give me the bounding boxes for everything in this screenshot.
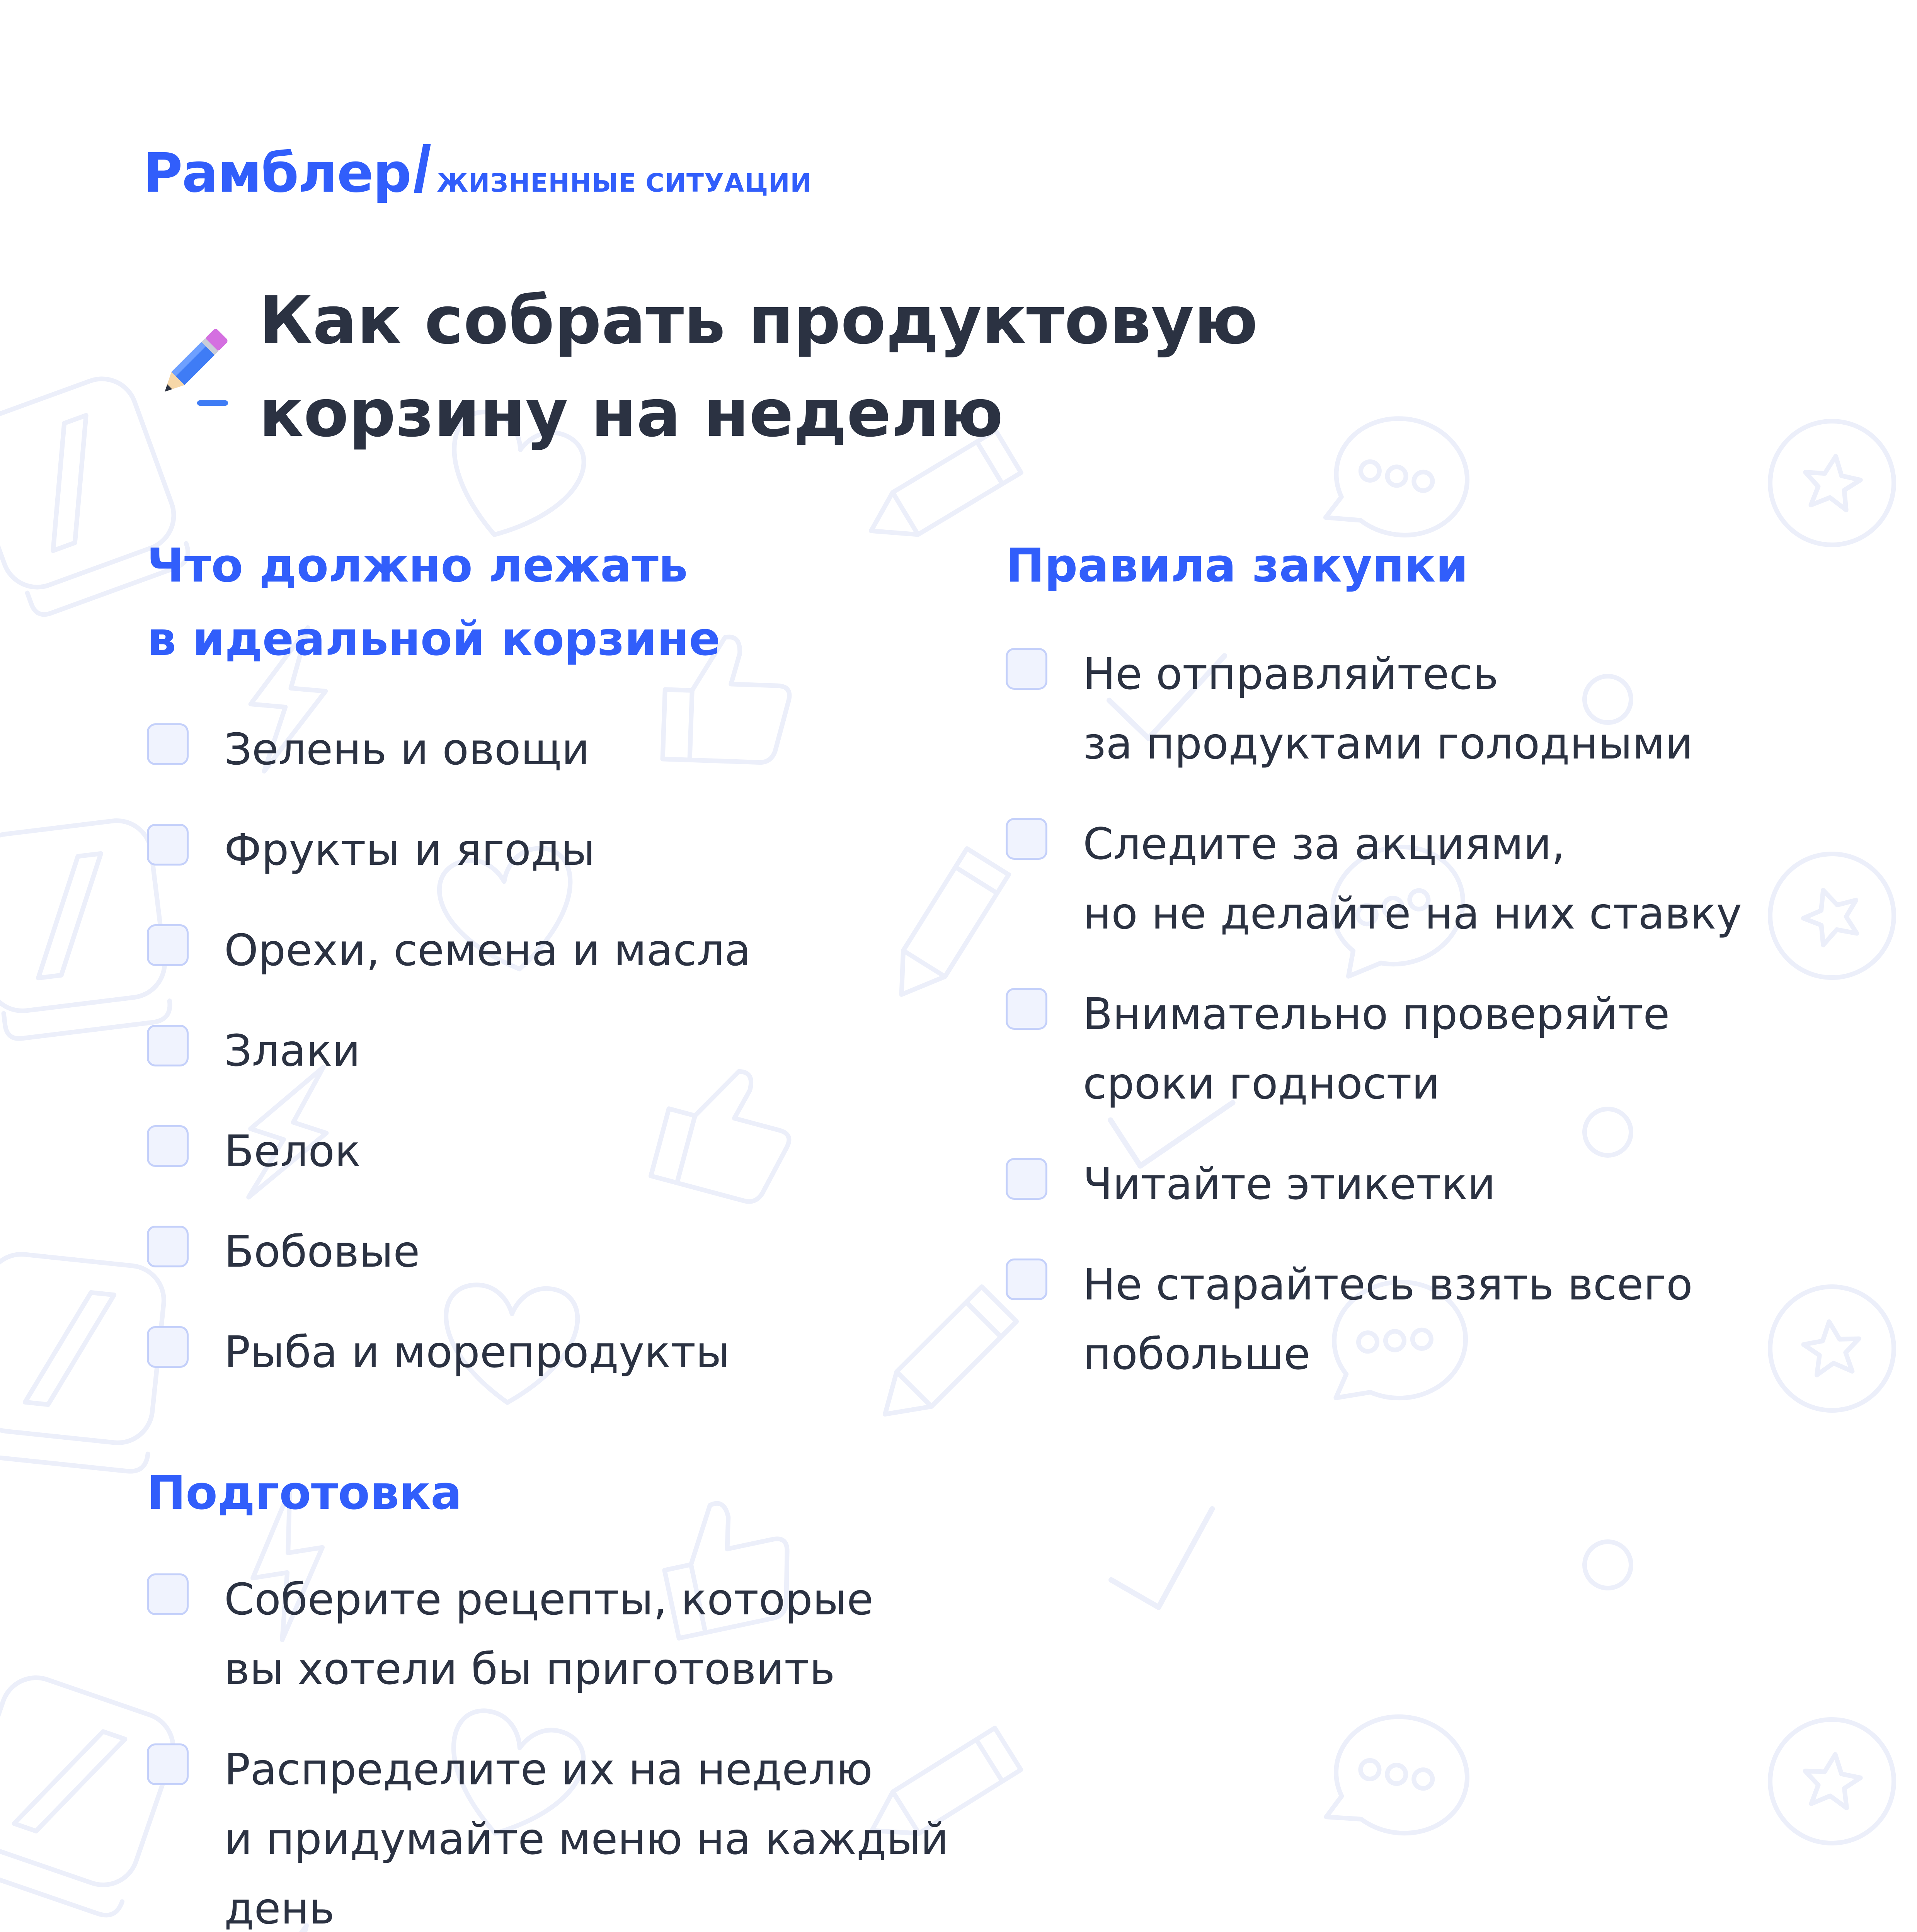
checklist-item[interactable]	[147, 1016, 978, 1086]
checklist-item[interactable]	[1006, 1150, 1798, 1219]
checkbox[interactable]	[147, 1025, 189, 1066]
checkbox[interactable]	[147, 924, 189, 966]
section-heading-rules: Правила закупки	[1006, 539, 1468, 593]
checkbox[interactable]	[1006, 1158, 1047, 1200]
checklist-item-label: Белок	[224, 1126, 361, 1177]
background-pattern-icon	[0, 1251, 167, 1473]
checklist-item[interactable]	[147, 815, 978, 885]
section-heading-basket: Что должно лежать в идеальной корзине	[147, 539, 720, 666]
checklist-item-label: Соберите рецепты, которые вы хотели бы приготовить	[224, 1575, 873, 1694]
brand-logo[interactable]	[143, 131, 812, 207]
checklist-item[interactable]	[1006, 639, 1798, 779]
checkbox[interactable]	[1006, 988, 1047, 1030]
checklist-item[interactable]	[147, 715, 978, 784]
checklist-basket	[147, 715, 978, 1418]
checklist-item[interactable]	[147, 1217, 978, 1287]
checkbox[interactable]	[147, 1743, 189, 1785]
checklist-item-label: Не отправляйтесь за продуктами голодными	[1083, 649, 1693, 769]
brand-subtitle: ЖИЗНЕННЫЕ СИТУАЦИИ	[437, 168, 812, 198]
checkbox[interactable]	[147, 723, 189, 765]
checklist-item-label: Внимательно проверяйте сроки годности	[1083, 989, 1670, 1109]
checklist-item[interactable]	[147, 1735, 997, 1932]
background-pattern-icon	[0, 817, 172, 1042]
brand-slash: /	[413, 133, 432, 206]
checklist-item-label: Следите за акциями, но не делайте на них ставку	[1083, 819, 1742, 939]
checklist-rules	[1006, 639, 1798, 1420]
checklist-item-label: Распределите их на неделю и придумайте меню на каждый день	[224, 1745, 949, 1932]
checkbox[interactable]	[147, 824, 189, 866]
checklist-item-label: Бобовые	[224, 1227, 420, 1277]
pencil-icon	[147, 325, 232, 410]
section-heading-prep: Подготовка	[147, 1466, 462, 1520]
checklist-item-label: Читайте этикетки	[1083, 1159, 1496, 1209]
checklist-item[interactable]	[147, 1318, 978, 1387]
checkbox[interactable]	[1006, 648, 1047, 690]
checklist-item[interactable]	[147, 1565, 997, 1704]
page-title: Как собрать продуктовую корзину на неделю	[259, 282, 1258, 452]
checklist-item-label: Не старайтесь взять всего побольше	[1083, 1260, 1693, 1379]
background-pattern-icon	[1100, 1509, 1233, 1617]
checkbox[interactable]	[147, 1125, 189, 1167]
checklist-item[interactable]	[1006, 810, 1798, 949]
checkbox[interactable]	[147, 1326, 189, 1368]
brand-name: Рамблер	[143, 142, 411, 205]
checklist-item-label: Злаки	[224, 1026, 361, 1076]
checkbox[interactable]	[147, 1573, 189, 1615]
checklist-item[interactable]	[147, 1117, 978, 1186]
checkbox[interactable]	[1006, 1259, 1047, 1300]
checklist-item[interactable]	[1006, 1250, 1798, 1389]
background-pattern-icon	[1762, 413, 1902, 553]
background-pattern-icon	[1326, 1706, 1476, 1844]
checklist-item[interactable]	[1006, 980, 1798, 1119]
checkbox[interactable]	[147, 1226, 189, 1267]
background-pattern-icon	[1763, 1713, 1901, 1850]
checklist-prep	[147, 1565, 997, 1932]
checklist-item[interactable]	[147, 916, 978, 985]
checklist-item-label: Фрукты и ягоды	[224, 825, 595, 875]
checkbox[interactable]	[1006, 818, 1047, 860]
background-pattern-icon	[1578, 1536, 1637, 1594]
checklist-item-label: Рыба и морепродукты	[224, 1327, 730, 1378]
checklist-item-label: Зелень и овощи	[224, 724, 590, 775]
checklist-item-label: Орехи, семена и масла	[224, 925, 751, 976]
